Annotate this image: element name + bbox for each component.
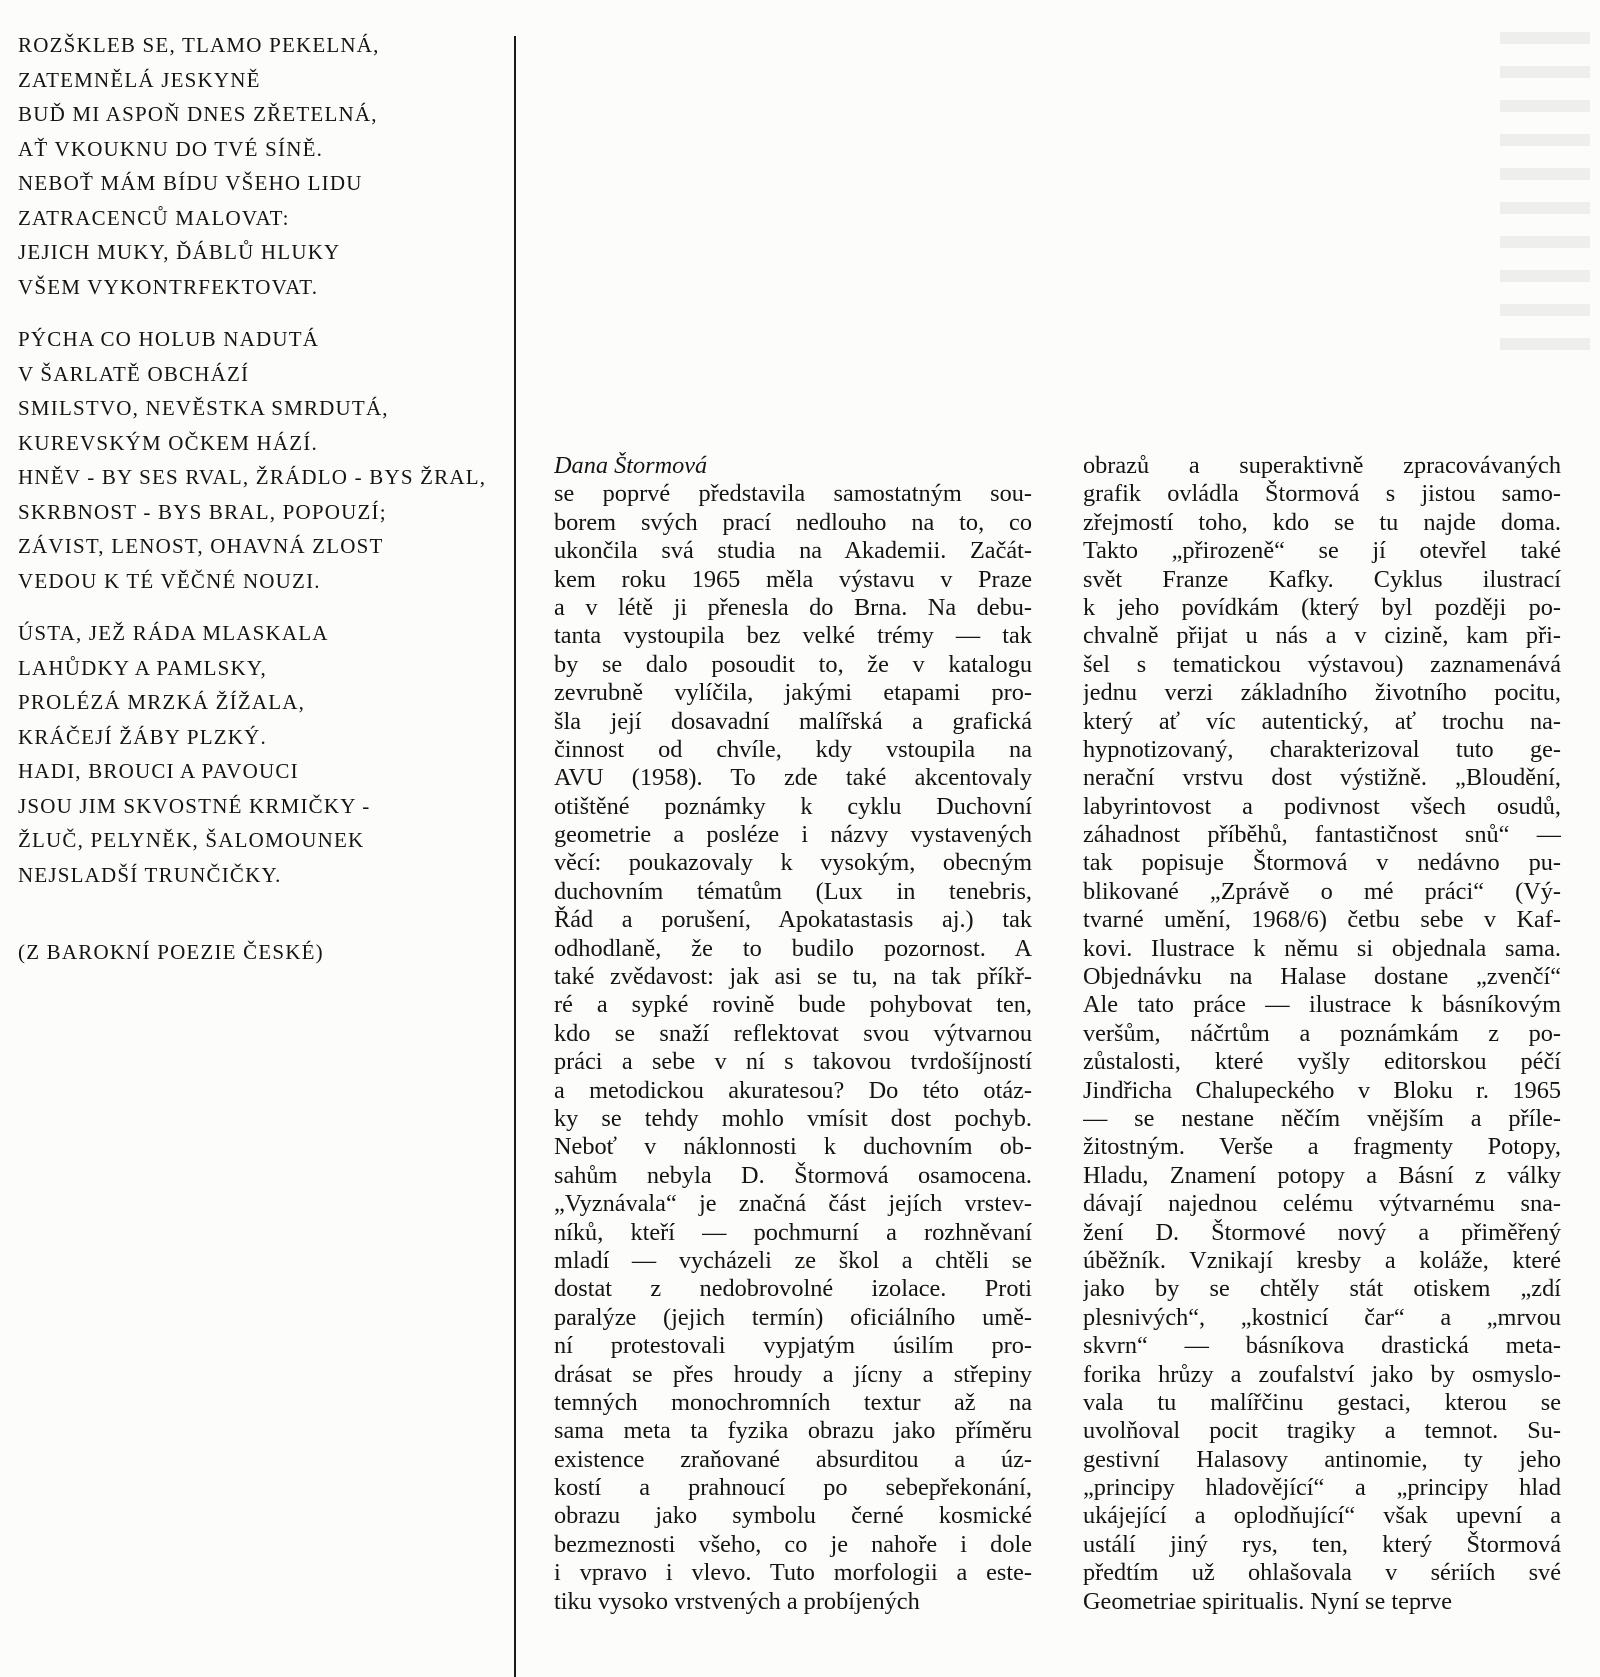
article-line: tvarné umění, 1968/6) četbu sebe v Kaf- — [1083, 906, 1561, 934]
poem-line: KUREVSKÝM OČKEM HÁZÍ. — [18, 430, 318, 455]
article-line: dostat z nedobrovolné izolace. Proti — [554, 1275, 1032, 1303]
article-line: chvalně přijat u nás a v cizině, kam při- — [1083, 622, 1561, 650]
poem-line: KRÁČEJÍ ŽÁBY PLZKÝ. — [18, 724, 267, 749]
article-line: k jeho povídkám (který byl později po- — [1083, 593, 1561, 621]
article-line: žení D. Štormové nový a přiměřený — [1083, 1218, 1561, 1246]
article-column-2 — [1083, 452, 1561, 1616]
article-line: grafik ovládla Štormová s jistou samo- — [1083, 480, 1561, 508]
article-line: borem svých prací nedlouho na to, co — [554, 508, 1032, 536]
article-line: níků, kteří — pochmurní a rozhněvaní — [554, 1218, 1032, 1246]
article-line: zůstalosti, které vyšly editorskou péčí — [1083, 1048, 1561, 1076]
article-line: a v létě ji přenesla do Brna. Na debu- — [554, 593, 1032, 621]
article-line: by se dalo posoudit to, že v katalogu — [554, 650, 1032, 678]
article-line: Objednávku na Halase dostane „zvenčí“ — [1083, 963, 1561, 991]
article-line: gestivní Halasovy antinomie, ty jeho — [1083, 1445, 1561, 1473]
article-line: tiku vysoko vrstvených a probíjených — [554, 1587, 920, 1615]
poem-line: PÝCHA CO HOLUB NADUTÁ — [18, 327, 320, 351]
poem-line: NEJSLADŠÍ TRUNČIČKY. — [18, 862, 282, 887]
article-line: geometrie a posléze i názvy vystavených — [554, 821, 1032, 849]
article-line: labyrintovost a podivnost všech osudů, — [1083, 792, 1561, 820]
article-line: otištěné poznámky k cyklu Duchovní — [554, 792, 1032, 820]
article-line: také zvědavost: jak asi se tu, na tak příkř- — [554, 963, 1032, 991]
article-line: svět Franze Kafky. Cyklus ilustrací — [1083, 565, 1561, 593]
article-line: Jindřicha Chalupeckého v Bloku r. 1965 — [1083, 1076, 1561, 1104]
article-line: tak popisuje Štormová v nedávno pu- — [1083, 849, 1561, 877]
article-line: existence zraňované absurditou a úz- — [554, 1445, 1032, 1473]
poem-line: JEJICH MUKY, ĎÁBLŮ HLUKY — [18, 240, 341, 264]
article-line: kem roku 1965 měla výstavu v Praze — [554, 565, 1032, 593]
article-line: ukončila svá studia na Akademii. Začát- — [554, 537, 1032, 565]
poem-line: VŠEM VYKONTRFEKTOVAT. — [18, 274, 319, 299]
article-line: paralýze (jejich termín) oficiálního umě- — [554, 1303, 1032, 1331]
article-line: plesnivých“, „kostnicí čar“ a „mrvou — [1083, 1303, 1561, 1331]
article-line: vala tu malířčinu gestaci, kterou se — [1083, 1388, 1561, 1416]
article-line: drásat se přes hroudy a jícny a střepiny — [554, 1360, 1032, 1388]
article-line: kdo se snaží reflektovat svou výtvarnou — [554, 1019, 1032, 1047]
article-line: úběžník. Vznikají kresby a koláže, které — [1083, 1246, 1561, 1274]
poem-stanza-1 — [18, 28, 498, 304]
article-line: temných monochromních textur až na — [554, 1388, 1032, 1416]
article-line: duchovním tématům (Lux in tenebris, — [554, 877, 1032, 905]
article-line: zřejmostí toho, kdo se tu najde doma. — [1083, 508, 1561, 536]
article-line: předtím už ohlašovala v sériích své — [1083, 1559, 1561, 1587]
poem-stanza-3 — [18, 616, 498, 892]
poem-line: ŽLUČ, PELYNĚK, ŠALOMOUNEK — [18, 828, 365, 852]
poem-source: (Z BAROKNÍ POEZIE ČESKÉ) — [18, 940, 324, 964]
article-line: jednu verzi základního životního pocitu, — [1083, 679, 1561, 707]
poem-line: ZATRACENCŮ MALOVAT: — [18, 205, 290, 230]
article-line: „principy hladovějící“ a „principy hlad — [1083, 1474, 1561, 1502]
article-line: sama meta ta fyzika obrazu jako příměru — [554, 1417, 1032, 1445]
column-divider — [514, 36, 516, 1677]
article-line: AVU (1958). To zde také akcentovaly — [554, 764, 1032, 792]
article-line: obrazů a superaktivně zpracovávaných — [1083, 452, 1561, 479]
poem-line: JSOU JIM SKVOSTNÉ KRMIČKY - — [18, 793, 371, 818]
article-line: obrazu jako symbolu černé kosmické — [554, 1502, 1032, 1530]
poem-line: ZATEMNĚLÁ JESKYNĚ — [18, 67, 261, 92]
article-line: nerační vrstvu dost výstižně. „Bloudění, — [1083, 764, 1561, 792]
author-name: Dana Štormová — [554, 452, 708, 479]
poem — [18, 28, 498, 910]
poem-line: BUĎ MI ASPOŇ DNES ZŘETELNÁ, — [18, 102, 378, 126]
article-line: hypnotizovaný, charakterizoval tuto ge- — [1083, 735, 1561, 763]
article-line: ky se tehdy mohlo vmísit dost pochyb. — [554, 1104, 1032, 1132]
article-line: kostí a prahnoucí po sebepřekonání, — [554, 1474, 1032, 1502]
article-line: činnost od chvíle, kdy vstoupila na — [554, 735, 1032, 763]
article-line: odhodlaně, že to budilo pozornost. A — [554, 934, 1032, 962]
article-line: žitostným. Verše a fragmenty Potopy, — [1083, 1133, 1561, 1161]
poem-line: PROLÉZÁ MRZKÁ ŽÍŽALA, — [18, 690, 306, 714]
poem-line: LAHŮDKY A PAMLSKY, — [18, 655, 267, 680]
poem-line: SKRBNOST - BYS BRAL, POPOUZÍ; — [18, 499, 387, 524]
article-line: „Vyznávala“ je značná část jejích vrstev- — [554, 1190, 1032, 1218]
poem-line: HNĚV - BY SES RVAL, ŽRÁDLO - BYS ŽRAL, — [18, 465, 487, 489]
article-line: šla její dosavadní malířská a grafická — [554, 707, 1032, 735]
poem-line: V ŠARLATĚ OBCHÁZÍ — [18, 361, 250, 386]
poem-line: HADI, BROUCI A PAVOUCI — [18, 759, 299, 783]
article-line: ré a sypké rovině bude pohybovat ten, — [554, 991, 1032, 1019]
article-line: jako by se chtěly stát otiskem „zdí — [1083, 1275, 1561, 1303]
article-line: ní protestovali vypjatým úsilím pro- — [554, 1332, 1032, 1360]
article-line: mladí — vycházeli ze škol a chtěli se — [554, 1246, 1032, 1274]
poem-line: ROZŠKLEB SE, TLAMO PEKELNÁ, — [18, 33, 380, 57]
article-line: Ale tato práce — ilustrace k básníkovým — [1083, 991, 1561, 1019]
article-line: Řád a porušení, Apokatastasis aj.) tak — [554, 906, 1032, 934]
article-line: kovi. Ilustrace k němu si objednala sama. — [1083, 934, 1561, 962]
article-line: bezmeznosti všeho, co je nahoře i dole — [554, 1530, 1032, 1558]
article-line: Geometriae spiritualis. Nyní se teprve — [1083, 1587, 1453, 1615]
poem-line: NEBOŤ MÁM BÍDU VŠEHO LIDU — [18, 171, 363, 195]
article-line: uvolňoval pocit tragiky a temnot. Su- — [1083, 1417, 1561, 1445]
article-line: se poprvé představila samostatným sou- — [554, 480, 1032, 508]
article-line: i vpravo i vlevo. Tuto morfologii a este- — [554, 1559, 1032, 1587]
article-line: sahům nebyla D. Štormová osamocena. — [554, 1161, 1032, 1189]
article-line: zevrubně vylíčila, jakými etapami pro- — [554, 679, 1032, 707]
article-line: Hladu, Znamení potopy a Básní z války — [1083, 1161, 1561, 1189]
article-line: tanta vystoupila bez velké trémy — tak — [554, 622, 1032, 650]
article-line: Neboť v náklonnosti k duchovním ob- — [554, 1133, 1032, 1161]
article-line: veršům, náčrtům a poznámkám z po- — [1083, 1019, 1561, 1047]
article-line: šel s tematickou výstavou) zaznamenává — [1083, 650, 1561, 678]
poem-line: VEDOU K TÉ VĚČNÉ NOUZI. — [18, 568, 321, 593]
article-line: ustálí jiný rys, ten, který Štormová — [1083, 1530, 1561, 1558]
article-line: forika hrůzy a zoufalství jako by osmyslo- — [1083, 1360, 1561, 1388]
poem-line: SMILSTVO, NEVĚSTKA SMRDUTÁ, — [18, 396, 389, 420]
poem-line: AŤ VKOUKNU DO TVÉ SÍNĚ. — [18, 136, 324, 161]
article-line: věcí: poukazovaly k vysokým, obecným — [554, 849, 1032, 877]
article-line: dávají najednou celému výtvarnému sna- — [1083, 1190, 1561, 1218]
poem-line: ÚSTA, JEŽ RÁDA MLASKALA — [18, 621, 329, 645]
article-line: záhadnost příběhů, fantastičnost snů“ — — [1083, 821, 1561, 849]
article-line: a metodickou akuratesou? Do této otáz- — [554, 1076, 1032, 1104]
article-line: práci a sebe v ní s takovou tvrdošíjností — [554, 1048, 1032, 1076]
poem-line: ZÁVIST, LENOST, OHAVNÁ ZLOST — [18, 534, 384, 558]
article-line: který ať víc autentický, ať trochu na- — [1083, 707, 1561, 735]
poem-stanza-2 — [18, 322, 498, 598]
article-line: Takto „přirozeně“ se jí otevřel také — [1083, 537, 1561, 565]
article-line: — se nestane něčím vnějším a příle- — [1083, 1104, 1561, 1132]
article-column-1 — [554, 452, 1032, 1616]
article-line: skvrn“ — básníkova drastická meta- — [1083, 1332, 1561, 1360]
article-line: blikované „Zprávě o mé práci“ (Vý- — [1083, 877, 1561, 905]
article-line: ukájející a oplodňující“ však upevní a — [1083, 1502, 1561, 1530]
